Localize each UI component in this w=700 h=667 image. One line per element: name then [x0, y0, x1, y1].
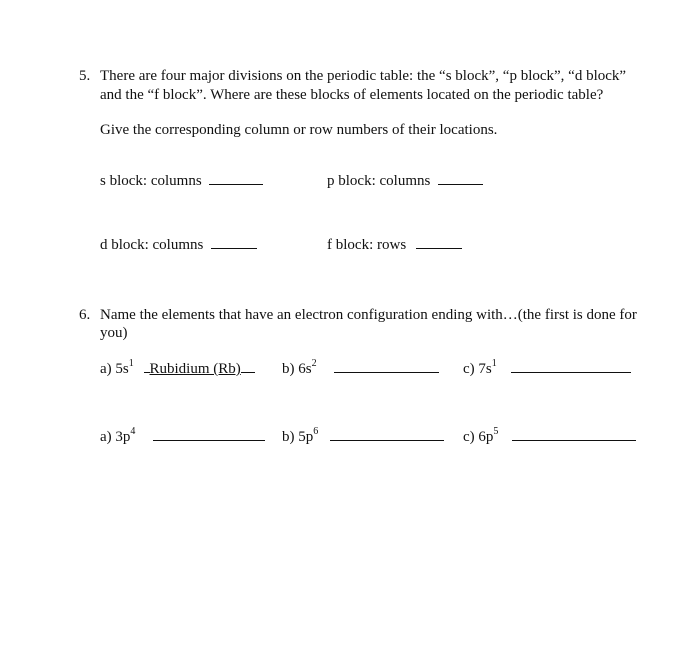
answer-blank[interactable] — [330, 428, 444, 441]
d-block-label: d block: columns — [100, 237, 204, 253]
config-label: a) 3p — [100, 429, 131, 445]
rubidium-answer: Rubidium (Rb) — [149, 361, 241, 377]
config-superscript: 6 — [313, 426, 319, 437]
answer-blank[interactable] — [512, 428, 636, 441]
f-block-answer-blank[interactable] — [416, 236, 462, 249]
d-block-answer-blank[interactable] — [211, 236, 257, 249]
q5-text-line2: and the “f block”. Where are these blocks of elements located on the periodic table? — [100, 87, 604, 103]
q5-number: 5. — [79, 68, 91, 84]
config-item — [100, 428, 265, 446]
q6-text-line2: you) — [100, 325, 128, 341]
config-superscript: 2 — [311, 358, 317, 369]
d-block-row — [100, 236, 257, 254]
config-item — [463, 428, 636, 446]
answer-blank[interactable] — [334, 360, 439, 373]
p-block-row — [327, 172, 483, 190]
config-superscript: 1 — [491, 358, 497, 369]
config-superscript: 5 — [493, 426, 499, 437]
q6-text-line1: Name the elements that have an electron configuration ending with…(the first is done for — [100, 307, 637, 323]
config-label: b) 5p — [282, 429, 314, 445]
p-block-answer-blank[interactable] — [438, 172, 483, 185]
config-item — [463, 360, 631, 378]
s-block-answer-blank[interactable] — [209, 172, 263, 185]
config-label: b) 6s — [282, 361, 312, 377]
config-label: c) 6p — [463, 429, 494, 445]
q6-number: 6. — [79, 307, 91, 323]
answer-blank[interactable] — [511, 360, 631, 373]
config-superscript: 1 — [128, 358, 134, 369]
answer-underline-right — [241, 360, 255, 373]
config-item — [282, 360, 439, 378]
answer-blank[interactable] — [153, 428, 265, 441]
q5-instruction: Give the corresponding column or row numbers of their locations. — [100, 122, 498, 138]
p-block-label: p block: columns — [327, 173, 431, 189]
config-label: c) 7s — [463, 361, 492, 377]
config-item — [100, 360, 255, 378]
f-block-label: f block: rows — [327, 237, 407, 253]
q5-text-line1: There are four major divisions on the periodic table: the “s block”, “p block”, “d block” — [100, 68, 627, 84]
config-superscript: 4 — [130, 426, 136, 437]
s-block-label: s block: columns — [100, 173, 202, 189]
config-item — [282, 428, 444, 446]
f-block-row — [327, 236, 462, 254]
s-block-row — [100, 172, 263, 190]
config-label: a) 5s — [100, 361, 129, 377]
